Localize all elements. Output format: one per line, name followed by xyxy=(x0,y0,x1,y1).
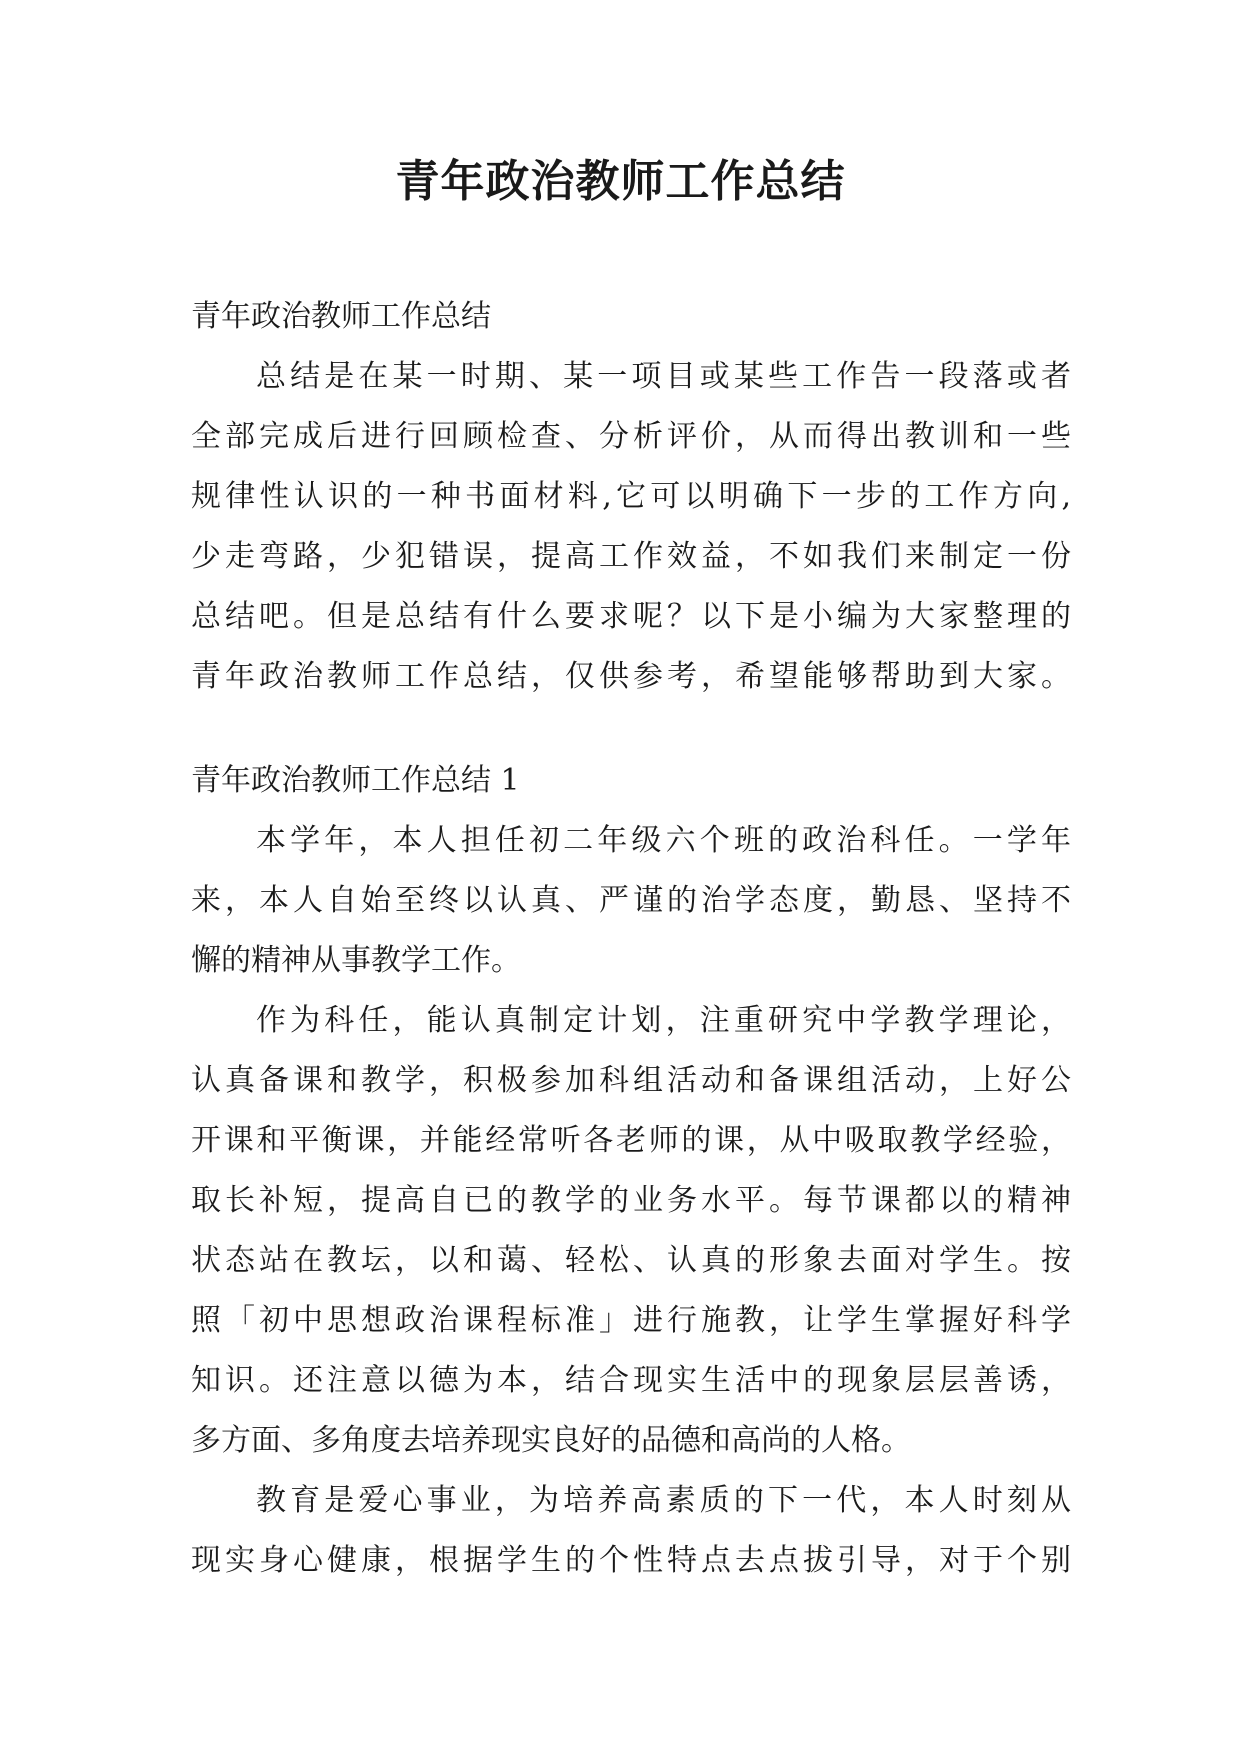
section-heading: 青年政治教师工作总结 1 xyxy=(191,763,520,798)
text-line: 照「初中思想政治课程标准」进行施教，让学生掌握好科学 xyxy=(191,1303,1071,1338)
text-line: 开课和平衡课，并能经常听各老师的课，从中吸取教学经验， xyxy=(191,1123,1071,1158)
text-line: 状态站在教坛，以和蔼、轻松、认真的形象去面对学生。按 xyxy=(191,1243,1071,1278)
text-line: 规律性认识的一种书面材料,它可以明确下一步的工作方向, xyxy=(191,479,1071,514)
section-spacer xyxy=(191,707,1071,751)
paragraph xyxy=(191,1471,1071,1591)
text-line: 多方面、多角度去培养现实良好的品德和高尚的人格。 xyxy=(191,1423,911,1458)
text-line: 现实身心健康，根据学生的个性特点去点拔引导，对于个别 xyxy=(191,1543,1071,1578)
text-line: 知识。还注意以德为本，结合现实生活中的现象层层善诱， xyxy=(191,1363,1071,1398)
text-line: 取长补短，提高自已的教学的业务水平。每节课都以的精神 xyxy=(191,1183,1071,1218)
text-line: 作为科任，能认真制定计划，注重研究中学教学理论， xyxy=(256,1003,1071,1038)
text-line: 总结吧。但是总结有什么要求呢？以下是小编为大家整理的 xyxy=(191,599,1071,634)
text-line: 青年政治教师工作总结，仅供参考，希望能够帮助到大家。 xyxy=(191,659,1071,694)
paragraph xyxy=(191,811,1071,991)
text-line: 懈的精神从事教学工作。 xyxy=(191,943,521,978)
text-line: 教育是爱心事业，为培养高素质的下一代，本人时刻从 xyxy=(256,1483,1071,1518)
text-line: 全部完成后进行回顾检查、分析评价，从而得出教训和一些 xyxy=(191,419,1071,454)
document-body xyxy=(191,287,1071,1591)
document-title: 青年政治教师工作总结 xyxy=(395,156,846,207)
text-line: 本学年，本人担任初二年级六个班的政治科任。一学年 xyxy=(256,823,1071,858)
text-line: 总结是在某一时期、某一项目或某些工作告一段落或者 xyxy=(256,359,1071,394)
text-line: 认真备课和教学，积极参加科组活动和备课组活动，上好公 xyxy=(191,1063,1071,1098)
section-heading: 青年政治教师工作总结 xyxy=(191,299,491,334)
text-line: 来，本人自始至终以认真、严谨的治学态度，勤恳、坚持不 xyxy=(191,883,1071,918)
paragraph xyxy=(191,991,1071,1471)
paragraph xyxy=(191,347,1071,707)
text-line: 少走弯路，少犯错误，提高工作效益，不如我们来制定一份 xyxy=(191,539,1071,574)
